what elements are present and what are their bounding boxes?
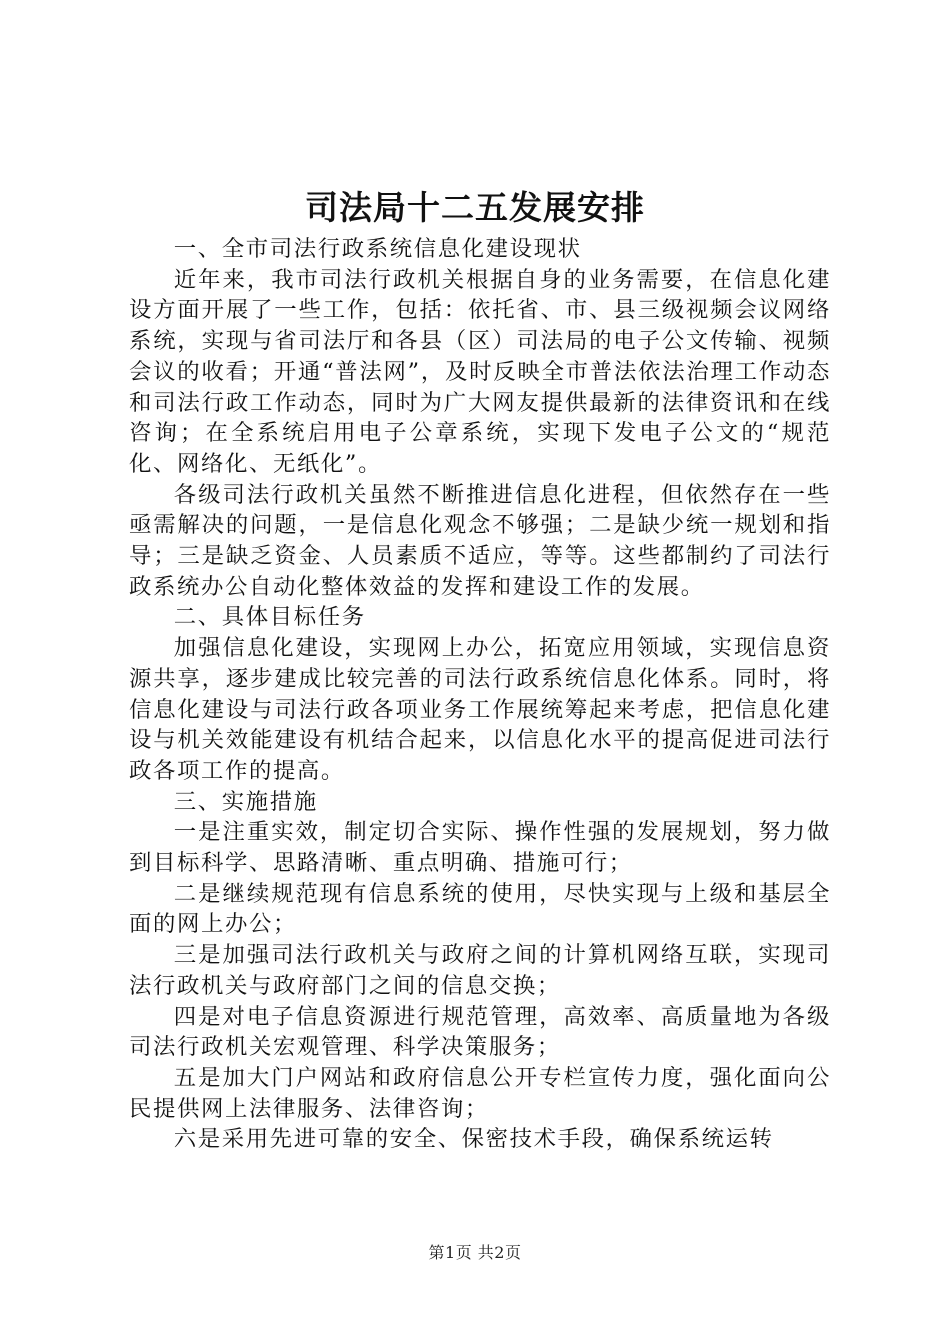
body-paragraph: 各级司法行政机关虽然不断推进信息化进程，但依然存在一些亟需解决的问题，一是信息化观念不够强；二是缺少统一规划和指导；三是缺乏资金、人员素质不适应，等等。这些都制约了司法行政系统办公自动化整体效益的发挥和建设工作的发展。 — [129, 481, 831, 600]
measure-item: 六是采用先进可靠的安全、保密技术手段，确保系统运转 — [173, 1126, 774, 1153]
body-paragraph: 近年来，我市司法行政机关根据自身的业务需要，在信息化建设方面开展了一些工作，包括：依托省、市、县三级视频会议网络系统，实现与省司法厅和各县（区）司法局的电子公文传输、视频会议的收看；开通“普法网”，及时反映全市普法依法治理工作动态和司法行政工作动态，同时为广大网友提供最新的法律资讯和在线咨询；在全系统启用电子公章系统，实现下发电子公文的“规范化、网络化、无纸化”。 — [129, 266, 831, 477]
page-footer: 第1页 共2页 — [428, 1243, 522, 1262]
measure-item: 一是注重实效，制定切合实际、操作性强的发展规划，努力做到目标科学、思路清晰、重点明确、措施可行； — [129, 819, 831, 877]
section-heading: 一、全市司法行政系统信息化建设现状 — [173, 236, 582, 262]
measure-item: 二是继续规范现有信息系统的使用，尽快实现与上级和基层全面的网上办公； — [129, 880, 831, 938]
measure-item: 五是加大门户网站和政府信息公开专栏宣传力度，强化面向公民提供网上法律服务、法律咨询； — [129, 1064, 831, 1122]
measure-item: 三是加强司法行政机关与政府之间的计算机网络互联，实现司法行政机关与政府部门之间的信息交换； — [129, 942, 831, 999]
body-paragraph: 加强信息化建设，实现网上办公，拓宽应用领域，实现信息资源共享，逐步建成比较完善的司法行政系统信息化体系。同时，将信息化建设与司法行政各项业务工作展统筹起来考虑，把信息化建设与机关效能建设有机结合起来，以信息化水平的提高促进司法行政各项工作的提高。 — [129, 635, 831, 784]
document-body — [129, 234, 831, 1155]
page-title: 司法局十二五发展安排 — [305, 188, 645, 227]
section-heading: 三、实施措施 — [173, 788, 318, 815]
section-heading: 二、具体目标任务 — [173, 604, 366, 631]
measure-item: 四是对电子信息资源进行规范管理，高效率、高质量地为各级司法行政机关宏观管理、科学决策服务； — [129, 1003, 831, 1061]
